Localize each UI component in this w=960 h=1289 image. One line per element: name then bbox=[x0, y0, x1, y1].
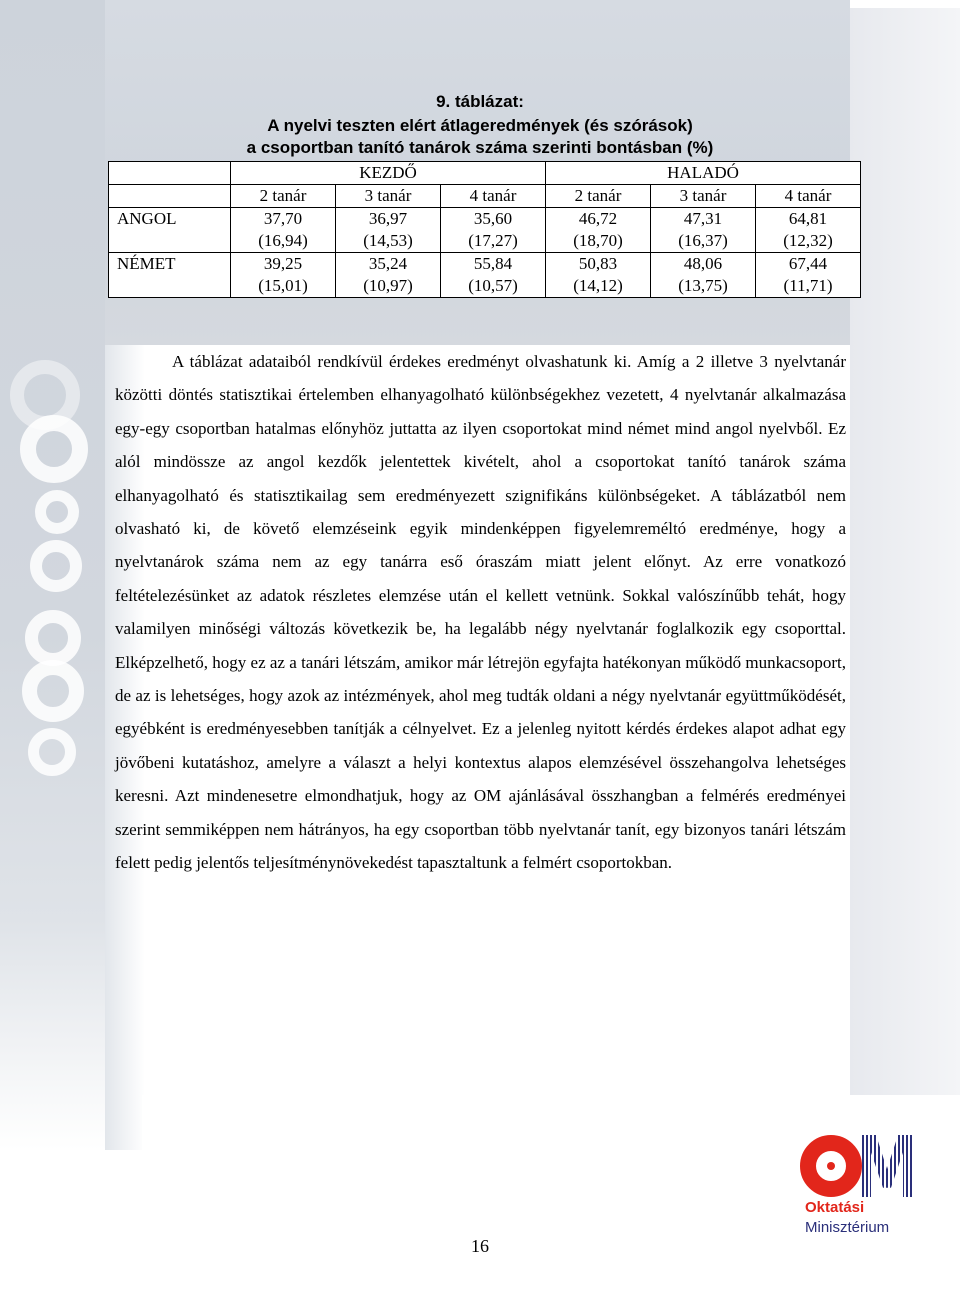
table-group-header-row bbox=[109, 162, 861, 185]
cell-mean: 48,06 bbox=[683, 254, 723, 273]
cell-mean: 35,60 bbox=[473, 209, 513, 228]
cell-sd: (13,75) bbox=[678, 276, 728, 295]
logo-o-mark bbox=[800, 1135, 862, 1197]
group-header-kezdo: KEZDŐ bbox=[231, 162, 546, 185]
body-text bbox=[115, 345, 846, 880]
table-cell bbox=[231, 253, 336, 298]
table-cell bbox=[756, 253, 861, 298]
table-title-line-1: A nyelvi teszten elért átlageredmények (és szórások) bbox=[267, 116, 693, 135]
decorative-circle-3 bbox=[35, 490, 79, 534]
table-row bbox=[109, 208, 861, 253]
cell-sd: (16,94) bbox=[258, 231, 308, 250]
table-corner-cell bbox=[109, 185, 231, 208]
cell-sd: (16,37) bbox=[678, 231, 728, 250]
column-header: 2 tanár bbox=[546, 185, 651, 208]
cell-mean: 39,25 bbox=[263, 254, 303, 273]
logo-m-mark bbox=[862, 1135, 912, 1197]
cell-mean: 36,97 bbox=[368, 209, 408, 228]
cell-sd: (14,12) bbox=[573, 276, 623, 295]
table-row bbox=[109, 253, 861, 298]
body-paragraph: A táblázat adataiból rendkívül érdekes eredményt olvashatunk ki. Amíg a 2 illetve 3 nyelvtanár közötti döntés statisztikai értelemben elhanyagolható különbségekhez vezetett, 4 nyelvtanár alkalmazása egy-egy csoportban hatalmas előnyhöz juttatta az ilyen csoportokat mind német mind angol nyelvből. Ez alól mindössze az angol kezdők jelentettek kivételt, ahol a csoportokat tanító tanárok száma elhanyagolható és statisztikailag sem eredményezett szignifikáns különbségeket. A táblázatból nem olvasható ki, de követő elemzéseink egyik mindenképpen figyelemreméltó eredménye, hogy a nyelvtanárok száma nem az egy tanárra eső óraszám miatt jelent előnyt. Az erre vonatkozó feltételezésünket az adatok részletes elemzése után el kellett vetnünk. Sokkal valószínűbb tehát, hogy valamilyen minőségi változás következik be, ha legalább négy nyelvtanár foglalkozik egy csoporttal. Elképzelhető, hogy ez az a tanári létszám, amikor már létrejön egyfajta hatékonyan működő munkacsoport, de az is lehetséges, hogy azok az intézmények, ahol meg tudták oldani a négy nyelvtanár együttműködését, egyébként is eredményesebben tanítják a célnyelvet. Ez a jelenleg nyitott kérdés érdekes alapot adhat egy jövőbeni kutatáshoz, amelyre a választ a helyi kontextus alapos elemzésével összehangolva lehetséges keresni. Azt mindenesetre elmondhatjuk, hogy az OM ajánlásával összhangban a felmérés eredményei szerint semmiképpen nem hátrányos, ha egy csoportban több nyelvtanár tanít, egy bizonyos tanári létszám felett pedig jelentős teljesítménynövekedést tapasztaltunk a felmért csoportokban. bbox=[115, 352, 846, 873]
cell-mean: 46,72 bbox=[578, 209, 618, 228]
cell-sd: (15,01) bbox=[258, 276, 308, 295]
decorative-circle-2 bbox=[20, 415, 88, 483]
decorative-circle-6 bbox=[22, 660, 84, 722]
table-corner-cell bbox=[109, 162, 231, 185]
results-table bbox=[108, 161, 861, 298]
decorative-circle-4 bbox=[30, 540, 82, 592]
cell-mean: 55,84 bbox=[473, 254, 513, 273]
cell-mean: 64,81 bbox=[788, 209, 828, 228]
table-cell bbox=[441, 253, 546, 298]
om-logo bbox=[800, 1135, 920, 1245]
background-right-strip bbox=[850, 8, 960, 1278]
page-number: 16 bbox=[471, 1236, 489, 1256]
cell-mean: 47,31 bbox=[683, 209, 723, 228]
logo-text-line-1: Oktatási bbox=[805, 1199, 865, 1216]
background-white-panel bbox=[142, 1095, 757, 1289]
column-header: 3 tanár bbox=[651, 185, 756, 208]
cell-mean: 67,44 bbox=[788, 254, 828, 273]
table-cell bbox=[231, 208, 336, 253]
table-cell bbox=[546, 253, 651, 298]
logo-text-line-2: Minisztérium bbox=[805, 1219, 890, 1236]
column-header: 3 tanár bbox=[336, 185, 441, 208]
cell-mean: 50,83 bbox=[578, 254, 618, 273]
cell-sd: (14,53) bbox=[363, 231, 413, 250]
cell-sd: (12,32) bbox=[783, 231, 833, 250]
table-title-line-2: a csoportban tanító tanárok száma szerinti bontásban (%) bbox=[246, 138, 714, 157]
cell-mean: 35,24 bbox=[368, 254, 408, 273]
table-cell bbox=[441, 208, 546, 253]
table-cell bbox=[546, 208, 651, 253]
table-cell bbox=[336, 208, 441, 253]
table-number: 9. táblázat: bbox=[436, 92, 524, 111]
table-column-header-row bbox=[109, 185, 861, 208]
group-header-halado: HALADÓ bbox=[546, 162, 861, 185]
cell-sd: (18,70) bbox=[573, 231, 623, 250]
cell-sd: (11,71) bbox=[783, 276, 833, 295]
column-header: 4 tanár bbox=[756, 185, 861, 208]
decorative-circle-7 bbox=[28, 728, 76, 776]
cell-sd: (10,57) bbox=[468, 276, 518, 295]
decorative-circle-5 bbox=[25, 610, 81, 666]
row-label-angol: ANGOL bbox=[109, 208, 231, 253]
column-header: 2 tanár bbox=[231, 185, 336, 208]
column-header: 4 tanár bbox=[441, 185, 546, 208]
table-cell bbox=[336, 253, 441, 298]
table-cell bbox=[756, 208, 861, 253]
table-cell bbox=[651, 208, 756, 253]
table-cell bbox=[651, 253, 756, 298]
cell-sd: (17,27) bbox=[468, 231, 518, 250]
row-label-nemet: NÉMET bbox=[109, 253, 231, 298]
cell-mean: 37,70 bbox=[263, 209, 303, 228]
cell-sd: (10,97) bbox=[363, 276, 413, 295]
